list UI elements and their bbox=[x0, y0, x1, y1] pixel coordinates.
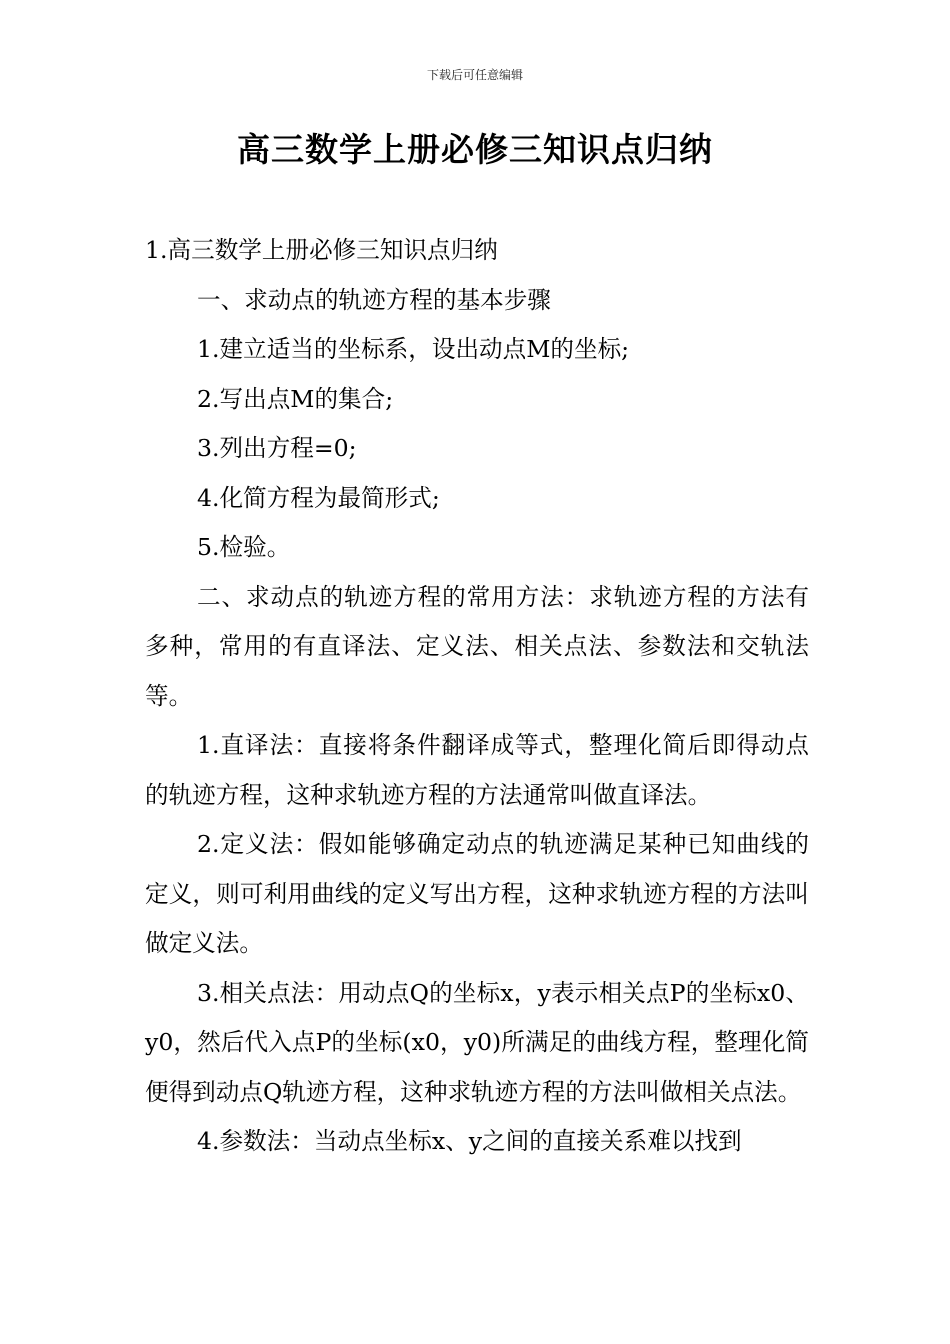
paragraph-step-3: 3.列出方程=0; bbox=[197, 434, 357, 462]
paragraph-method-definition: 2.定义法：假如能够确定动点的轨迹满足某种已知曲线的定义，则可利用曲线的定义写出方程，这种求轨迹方程的方法叫做定义法。 bbox=[145, 830, 809, 957]
document-body bbox=[145, 226, 809, 1167]
paragraph-step-2: 2.写出点M的集合; bbox=[197, 384, 394, 413]
document-title: 高三数学上册必修三知识点归纳 bbox=[237, 130, 713, 169]
paragraph-part-two-heading: 二、求动点的轨迹方程的常用方法：求轨迹方程的方法有多种，常用的有直译法、定义法、相关点法、参数法和交轨法等。 bbox=[145, 582, 809, 710]
paragraph-method-parameter: 4.参数法：当动点坐标x、y之间的直接关系难以找到 bbox=[197, 1127, 742, 1155]
paragraph-section-heading: 1.高三数学上册必修三知识点归纳 bbox=[145, 236, 498, 264]
paragraph-step-5: 5.检验。 bbox=[197, 533, 291, 561]
paragraph-step-1: 1.建立适当的坐标系，设出动点M的坐标; bbox=[197, 335, 630, 363]
paragraph-method-related-point: 3.相关点法：用动点Q的坐标x，y表示相关点P的坐标x0、y0，然后代入点P的坐标(x0，y0)所满足的曲线方程，整理化简便得到动点Q轨迹方程，这种求轨迹方程的方法叫做相关点法。 bbox=[145, 978, 809, 1106]
paragraph-part-one-heading: 一、求动点的轨迹方程的基本步骤 bbox=[197, 285, 551, 314]
paragraph-step-4: 4.化简方程为最简形式; bbox=[197, 483, 440, 512]
header-note: 下载后可任意编辑 bbox=[426, 68, 523, 82]
paragraph-method-direct: 1.直译法：直接将条件翻译成等式，整理化简后即得动点的轨迹方程，这种求轨迹方程的方法通常叫做直译法。 bbox=[145, 731, 809, 809]
